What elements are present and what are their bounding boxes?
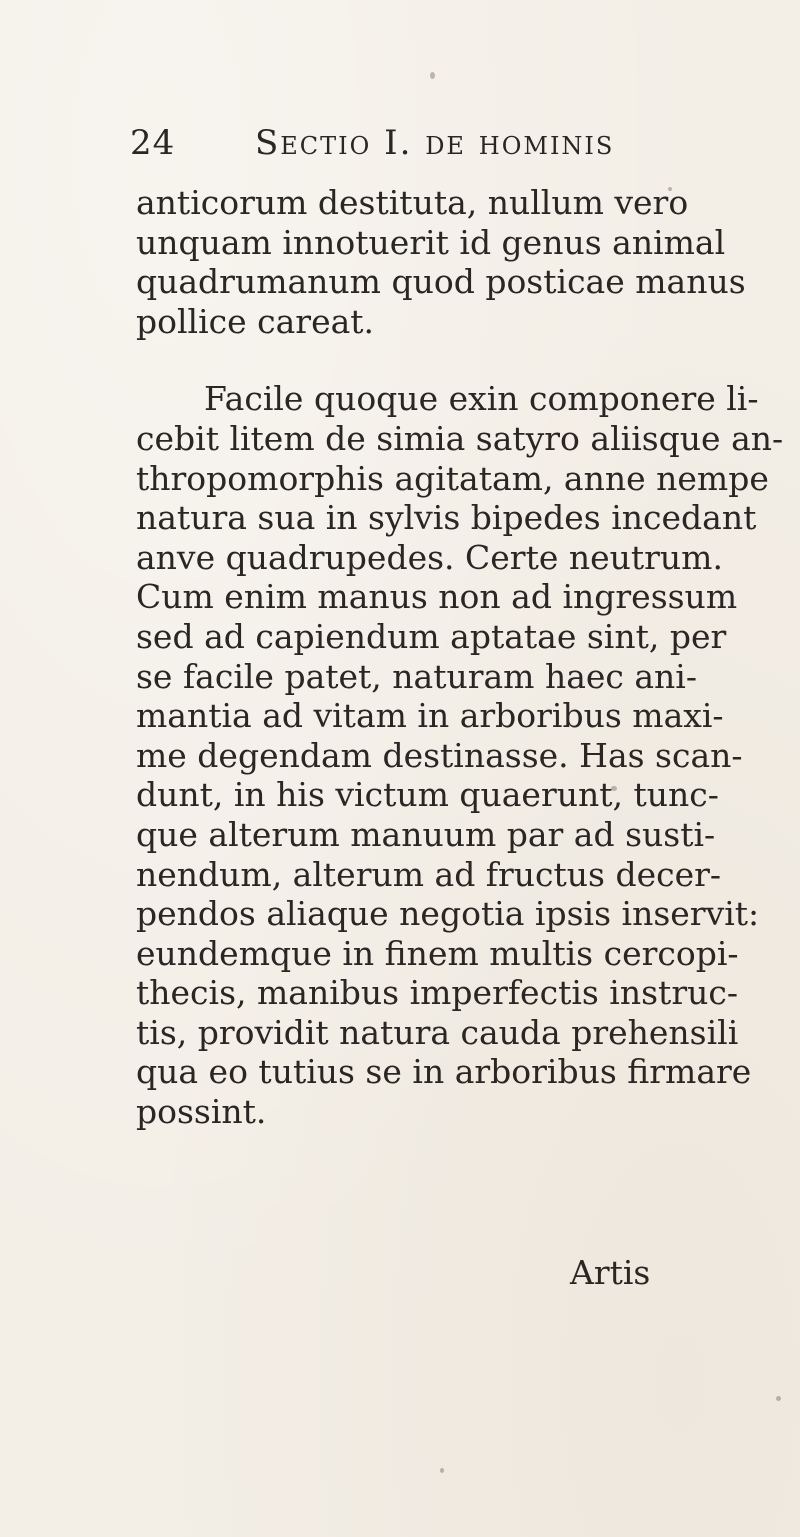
body-text (136, 183, 784, 1132)
text-line: quadrumanum quod posticae manus (136, 262, 746, 302)
paper-speck (611, 786, 617, 791)
text-line: thropomorphis agitatam, anne nempe (136, 458, 769, 498)
text-line: unquam innotuerit id genus animal (136, 222, 726, 262)
text-line: pollice careat. (136, 301, 375, 341)
text-line: tis, providit natura cauda prehensili (136, 1012, 739, 1052)
text-line: qua eo tutius se in arboribus firmare (136, 1052, 752, 1092)
text-line: possint. (136, 1092, 267, 1132)
text-line: Cum enim manus non ad ingressum (136, 577, 738, 617)
text-line: thecis, manibus imperfectis instruc- (136, 973, 738, 1013)
text-line: dunt, in his victum quaerunt, tunc- (136, 775, 719, 815)
text-line: anticorum destituta, nullum vero (136, 183, 689, 222)
page-number: 24 (130, 123, 176, 163)
running-head: Sectio I. de hominis (255, 123, 615, 163)
paper-speck (430, 72, 435, 79)
text-line: anve quadrupedes. Certe neutrum. (136, 537, 723, 577)
text-line: se facile patet, naturam haec ani- (136, 656, 698, 696)
text-line: me degendam destinasse. Has scan- (136, 735, 743, 775)
text-line: nendum, alterum ad fructus decer- (136, 854, 722, 894)
paragraph-gap (136, 341, 696, 379)
text-line: Facile quoque exin componere li- (204, 379, 759, 419)
text-line: pendos aliaque negotia ipsis inservit: (136, 894, 760, 934)
text-line: natura sua in sylvis bipedes incedant (136, 498, 757, 538)
paper-speck (440, 1468, 444, 1473)
paragraph (136, 379, 784, 1132)
text-line: que alterum manuum par ad susti- (136, 814, 716, 854)
paper-speck (668, 187, 672, 191)
page-header (130, 123, 690, 173)
text-line: mantia ad vitam in arboribus maxi- (136, 696, 724, 736)
paragraph (136, 183, 746, 341)
paper-speck (776, 1396, 781, 1401)
catchword: Artis (570, 1253, 651, 1292)
text-line: eundemque in finem multis cercopi- (136, 933, 739, 973)
text-line: cebit litem de simia satyro aliisque an- (136, 418, 784, 458)
text-line: sed ad capiendum aptatae sint, per (136, 616, 727, 656)
